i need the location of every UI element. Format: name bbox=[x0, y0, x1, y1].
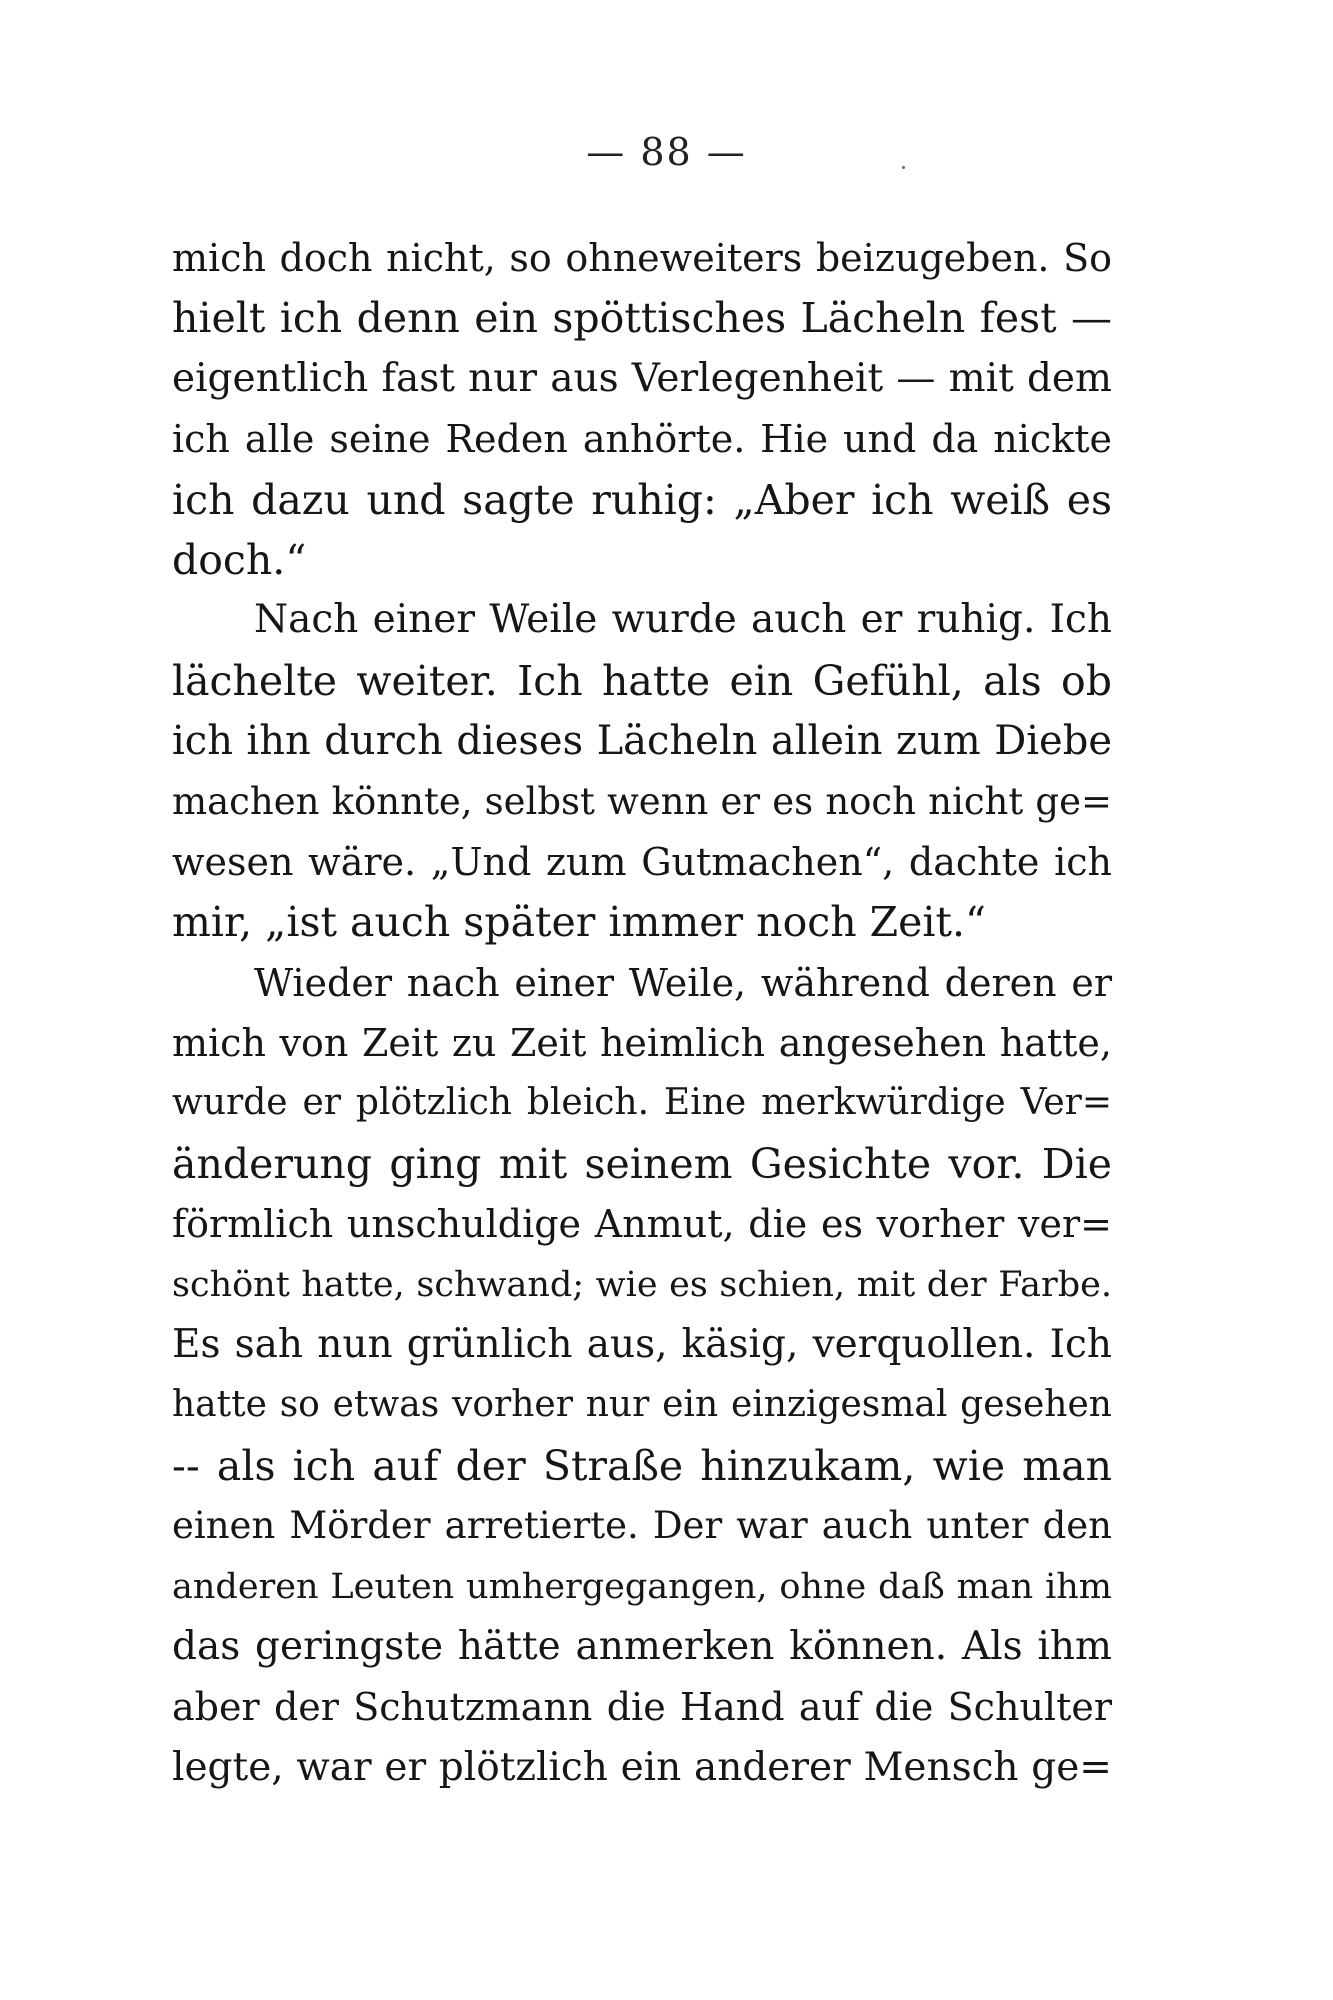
text-line: legte, war er plötzlich ein anderer Mensch ge= bbox=[172, 1744, 1112, 1790]
text-line: aber der Schutzmann die Hand auf die Schulter bbox=[172, 1685, 1112, 1730]
text-line: hielt ich denn ein spöttisches Lächeln fest — bbox=[172, 294, 1112, 343]
text-line: einen Mörder arretierte. Der war auch unter den bbox=[172, 1504, 1112, 1548]
text-line: anderen Leuten umhergegangen, ohne daß man ihm bbox=[172, 1566, 1112, 1607]
text-line: schönt hatte, schwand; wie es schien, mit der Farbe. bbox=[172, 1264, 1112, 1305]
text-line: mich doch nicht, so ohneweiters beizugeben. So bbox=[172, 236, 1112, 280]
body-text bbox=[172, 228, 1112, 1798]
text-line: Nach einer Weile wurde auch er ruhig. Ich bbox=[254, 597, 1112, 643]
text-line: wesen wäre. „Und zum Gutmachen“, dachte ich bbox=[172, 839, 1112, 884]
text-line: mir, „ist auch später immer noch Zeit.“ bbox=[172, 898, 986, 947]
text-line: ich dazu und sagte ruhig: „Aber ich weiß es bbox=[172, 475, 1112, 524]
text-line: das geringste hätte anmerken können. Als ihm bbox=[172, 1623, 1112, 1669]
print-speck bbox=[902, 166, 905, 169]
text-line: -- als ich auf der Straße hinzukam, wie man bbox=[172, 1441, 1112, 1490]
text-line: doch.“ bbox=[172, 535, 307, 584]
text-line: eigentlich fast nur aus Verlegenheit — mit dem bbox=[172, 355, 1112, 401]
text-line: mich von Zeit zu Zeit heimlich angesehen hatte, bbox=[172, 1021, 1112, 1066]
text-line: änderung ging mit seinem Gesichte vor. Die bbox=[172, 1139, 1112, 1188]
text-line: förmlich unschuldige Anmut, die es vorher ver= bbox=[172, 1202, 1112, 1247]
text-line: ich ihn durch dieses Lächeln allein zum Diebe bbox=[172, 718, 1112, 765]
text-line: lächelte weiter. Ich hatte ein Gefühl, als ob bbox=[172, 656, 1112, 705]
page-number: — 88 — bbox=[586, 130, 747, 174]
text-line: ich alle seine Reden anhörte. Hie und da nickte bbox=[172, 417, 1112, 462]
text-line: Wieder nach einer Weile, während deren er bbox=[254, 960, 1112, 1005]
text-line: machen könnte, selbst wenn er es noch nicht ge= bbox=[172, 779, 1112, 823]
text-line: Es sah nun grünlich aus, käsig, verquollen. Ich bbox=[172, 1322, 1112, 1368]
text-line: hatte so etwas vorher nur ein einzigesmal gesehen bbox=[172, 1384, 1112, 1426]
text-line: wurde er plötzlich bleich. Eine merkwürdige Ver= bbox=[172, 1082, 1112, 1124]
